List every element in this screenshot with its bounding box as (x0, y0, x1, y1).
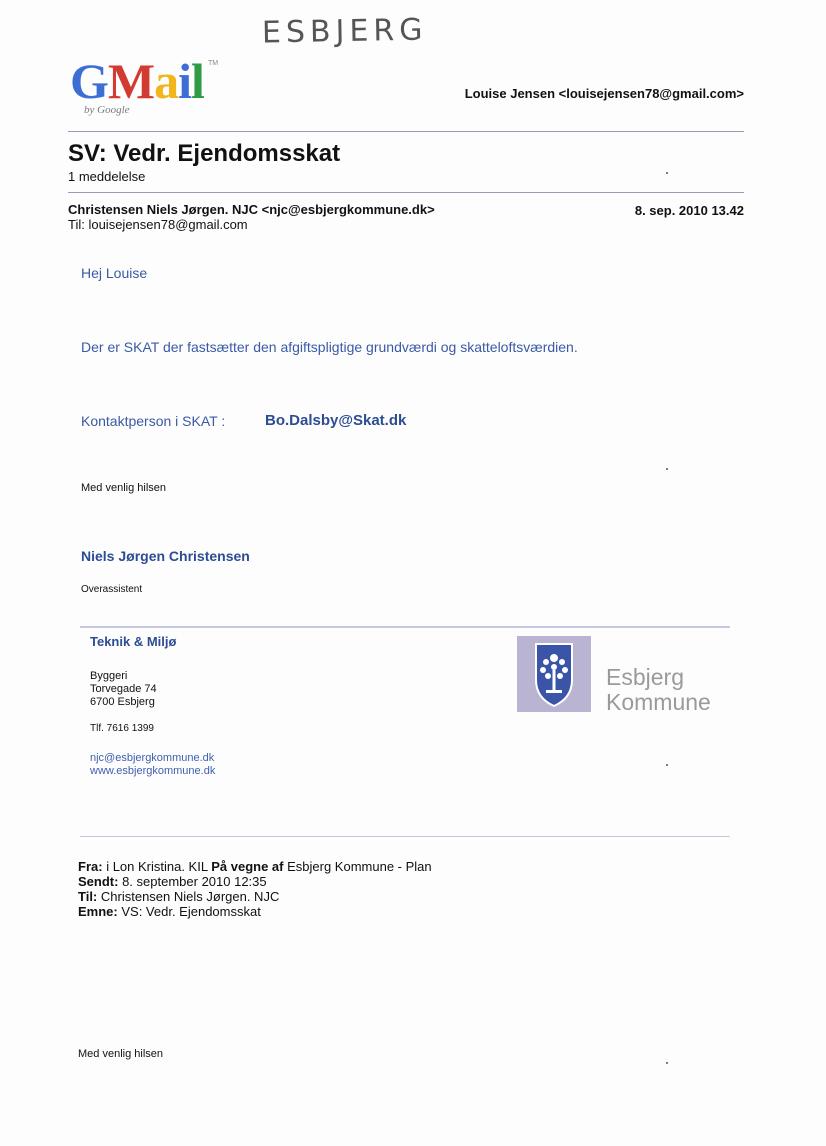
signature-links (90, 752, 215, 778)
scan-speck (666, 764, 668, 766)
closing-regards: Med venlig hilsen (81, 482, 166, 494)
logotype-line: Kommune (606, 689, 711, 715)
gmail-logo (70, 53, 220, 122)
body-paragraph: Der er SKAT der fastsætter den afgiftspligtige grundværdi og skatteloftsværdien. (81, 339, 578, 355)
greeting: Hej Louise (81, 265, 148, 281)
signature-name: Niels Jørgen Christensen (81, 548, 250, 564)
signature-phone: Tlf. 7616 1399 (90, 723, 154, 734)
trademark-mark: TM (208, 60, 219, 67)
forwarded-subject-label: Emne: (78, 904, 118, 919)
forward-divider (80, 836, 730, 837)
forwarded-sent-value: 8. september 2010 12:35 (122, 874, 267, 889)
forwarded-from-line (78, 859, 432, 874)
handwritten-annotation: ESBJERG (261, 12, 428, 51)
scan-speck (666, 1062, 668, 1064)
forwarded-on-behalf-value: Esbjerg Kommune - Plan (287, 859, 432, 874)
signature-title: Overassistent (81, 584, 143, 595)
forwarded-subject-line (78, 904, 432, 919)
forwarded-to-value: Christensen Niels Jørgen. NJC (100, 889, 280, 904)
address-line: Byggeri (90, 670, 128, 682)
subject-divider (68, 192, 744, 193)
header-divider (68, 131, 744, 132)
gmail-tagline: by Google (84, 104, 130, 116)
account-address: Louise Jensen <louisejensen78@gmail.com> (464, 86, 744, 101)
forwarded-sent-label: Sendt: (78, 874, 119, 889)
contact-email: Bo.Dalsby@Skat.dk (265, 412, 407, 429)
forwarded-on-behalf-label: På vegne af (211, 859, 284, 874)
signature-address (90, 670, 157, 709)
message-date: 8. sep. 2010 13.42 (634, 203, 744, 218)
esbjerg-kommune-logotype (606, 665, 711, 715)
forwarded-subject-value: VS: Vedr. Ejendomsskat (121, 904, 261, 919)
thread-subject: SV: Vedr. Ejendomsskat (68, 140, 341, 167)
address-line: Torvegade 74 (90, 683, 157, 695)
signature-website-link[interactable]: www.esbjergkommune.dk (90, 765, 216, 777)
forwarded-closing-regards: Med venlig hilsen (78, 1048, 163, 1060)
scan-speck (666, 172, 668, 174)
gmail-wordmark: GMail (70, 53, 204, 109)
message-recipient: Til: louisejensen78@gmail.com (68, 217, 248, 232)
scan-speck (666, 468, 668, 470)
logotype-line: Esbjerg (606, 664, 684, 690)
signature-department: Teknik & Miljø (90, 634, 177, 649)
contact-label: Kontaktperson i SKAT : (81, 413, 226, 429)
forwarded-header (78, 859, 432, 919)
message-sender: Christensen Niels Jørgen. NJC <njc@esbjergkommune.dk> (68, 202, 435, 217)
message-count: 1 meddelelse (68, 169, 146, 184)
forwarded-to-label: Til: (78, 889, 98, 904)
signature-divider (80, 626, 730, 628)
signature-email-link[interactable]: njc@esbjergkommune.dk (90, 752, 215, 764)
forwarded-from-label: Fra: (78, 859, 103, 874)
address-line: 6700 Esbjerg (90, 696, 155, 708)
forwarded-sent-line (78, 874, 432, 889)
forwarded-to-line (78, 889, 432, 904)
esbjerg-coat-of-arms (517, 636, 591, 712)
forwarded-from-value: i Lon Kristina. KIL (106, 859, 208, 874)
